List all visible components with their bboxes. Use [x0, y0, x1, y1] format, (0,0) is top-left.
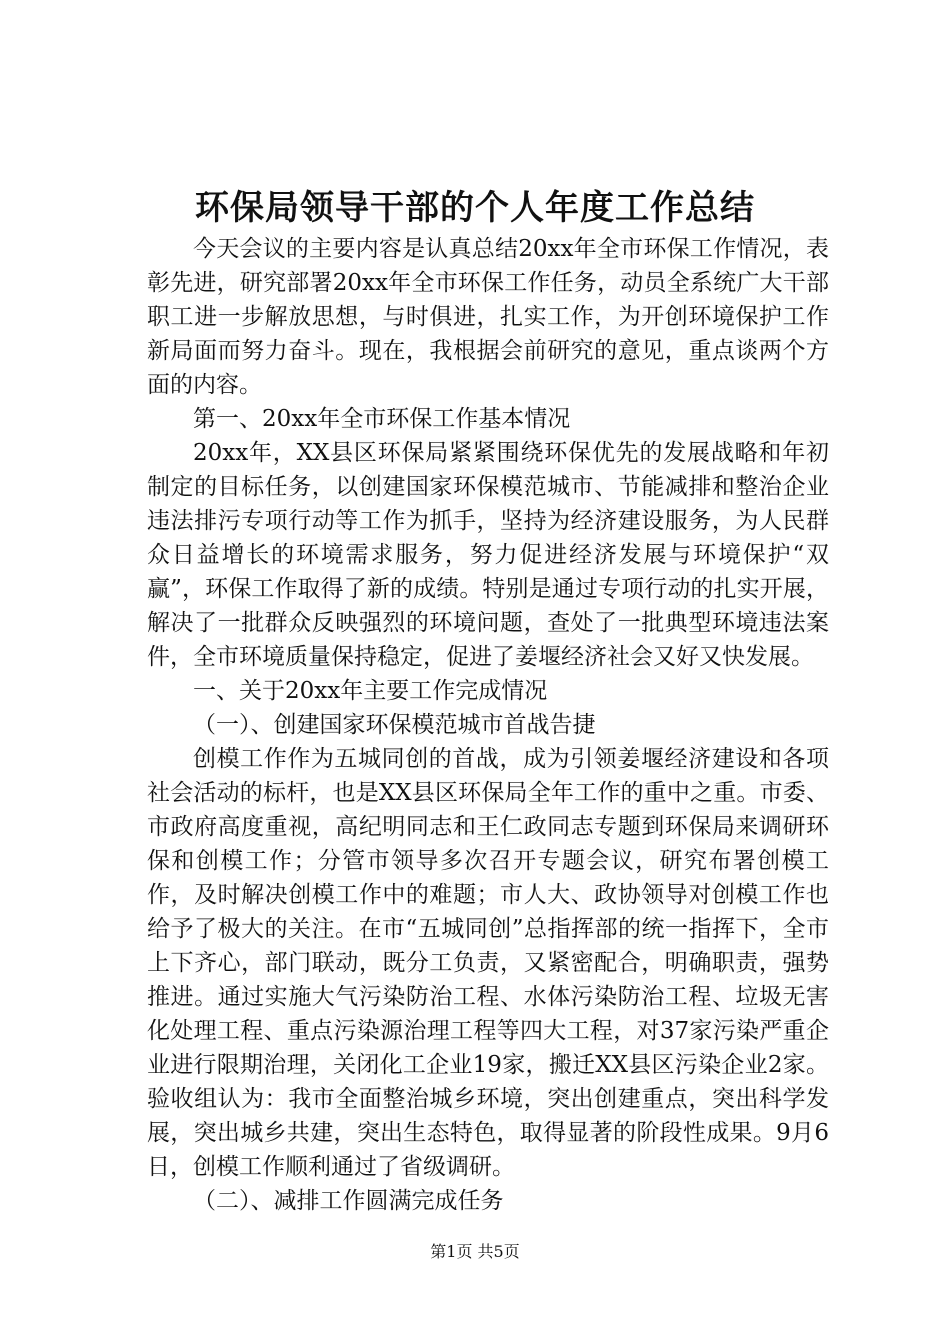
paragraph-intro: 今天会议的主要内容是认真总结20xx年全市环保工作情况，表彰先进，研究部署20xx年全市环保工作任务，动员全系统广大干部职工进一步解放思想，与时俱进，扎实工作，为开创环境保护工作新局面而努力奋斗。现在，我根据会前研究的意见，重点谈两个方面的内容。 [147, 236, 829, 398]
page-number-footer: 第1页 共5页 [430, 1242, 520, 1261]
section-heading-2: 一、关于20xx年主要工作完成情况 [193, 678, 548, 704]
paragraph-model-city: 创模工作作为五城同创的首战，成为引领姜堰经济建设和各项社会活动的标杆，也是XX县区环保局全年工作的重中之重。市委、市政府高度重视，高纪明同志和王仁政同志专题到环保局来调研环保和创模工作；分管市领导多次召开专题会议，研究布署创模工作，及时解决创模工作中的难题；市人大、政协领导对创模工作也给予了极大的关注。在市“五城同创”总指挥部的统一指挥下，全市上下齐心，部门联动，既分工负责，又紧密配合，明确职责，强势推进。通过实施大气污染防治工程、水体污染防治工程、垃圾无害化处理工程、重点污染源治理工程等四大工程，对37家污染严重企业进行限期治理，关闭化工企业19家，搬迁XX县区污染企业2家。验收组认为：我市全面整治城乡环境，突出创建重点，突出科学发展，突出城乡共建，突出生态特色，取得显著的阶段性成果。9月6日，创模工作顺利通过了省级调研。 [147, 746, 829, 1180]
document-body [147, 232, 829, 1218]
subsection-heading-1: （一）、创建国家环保模范城市首战告捷 [193, 712, 596, 738]
subsection-heading-2: （二）、减排工作圆满完成任务 [193, 1188, 504, 1214]
document-title: 环保局领导干部的个人年度工作总结 [195, 188, 755, 228]
section-heading-1: 第一、20xx年全市环保工作基本情况 [193, 406, 571, 432]
paragraph-overview: 20xx年，XX县区环保局紧紧围绕环保优先的发展战略和年初制定的目标任务，以创建国家环保模范城市、节能减排和整治企业违法排污专项行动等工作为抓手，坚持为经济建设服务，为人民群众日益增长的环境需求服务，努力促进经济发展与环境保护“双赢”，环保工作取得了新的成绩。特别是通过专项行动的扎实开展，解决了一批群众反映强烈的环境问题，查处了一批典型环境违法案件，全市环境质量保持稳定，促进了姜堰经济社会又好又快发展。 [147, 440, 829, 670]
